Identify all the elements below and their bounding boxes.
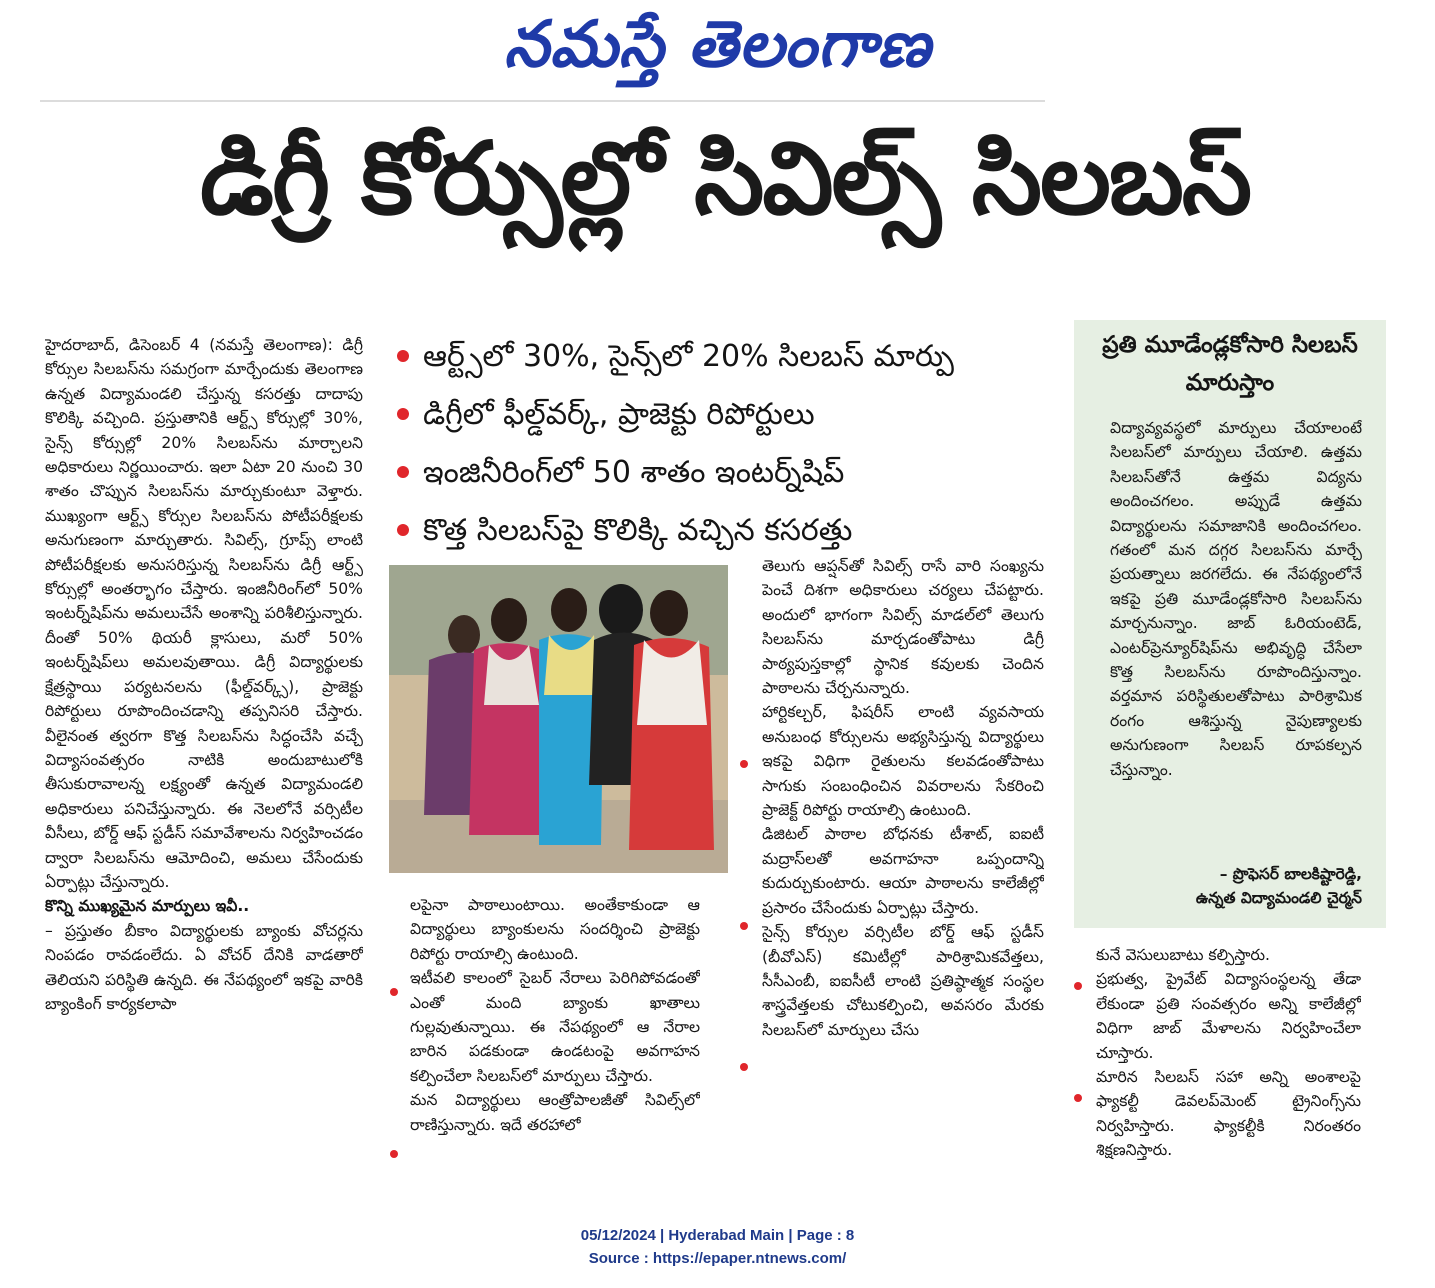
- signature-title: ఉన్నత విద్యామండలి చైర్మన్‌: [1195, 889, 1362, 908]
- footer-date-edition: 05/12/2024 | Hyderabad Main | Page : 8: [580, 1227, 855, 1244]
- article-body: హైదరాబాద్‌, డిసెంబర్‌ 4 (నమస్తే తెలంగాణ): డిగ్రీ కోర్సుల సిలబస్‌ను సమగ్రంగా మార్చేందుకు తెలంగాణ ఉన్నత విద్యామండలి చేస్తున్న కసరత్తు దాదాపు కొలిక్కి వచ్చింది. ప్రస్తుతానికి ఆర్ట్స్‌ కోర్సుల్లో 30%, సైన్స్‌ కోర్సుల్లో 20% సిలబస్‌ను మార్చాలని అధికారులు నిర్ణయించారు. ఇలా ఏటా 20 నుంచి 30 శాతం చొప్పున సిలబస్‌ను మార్చుకుంటూ వెళ్తారు. ముఖ్యంగా ఆర్ట్స్‌ కోర్సుల సిలబస్‌ను పోటీపరీక్షలకు అనుగుణంగా మార్చుతారు. సివిల్స్‌, గ్రూప్స్‌ లాంటి పోటీపరీక్షలకు అనుసరిస్తున్న సిలబస్‌ను డిగ్రీ ఆర్ట్స్‌ కోర్సుల్లో అంతర్భాగం చేస్తారు. ఇంజినీరింగ్‌లో 50% ఇంటర్న్‌షిప్‌ను అమలుచేసే అంశాన్ని పరిశీలిస్తున్నారు. దీంతో 50% థియరీ క్లాసులు, మరో 50% ఇంటర్న్‌షిప్‌లు అమలవుతాయి. డిగ్రీ విద్యార్థులకు క్షేత్రస్థాయి పర్యటనలను (ఫీల్డ్‌వర్క్స్‌), ప్రాజెక్టు రిపోర్టులు రూపొందించడాన్ని తప్పనిసరి చేస్తారు. వీలైనంత త్వరగా కొత్త సిలబస్‌ను సిద్ధంచేసి వచ్చే విద్యాసంవత్సరం నాటికి అందుబాటులోకి తీసుకురావాలన్న లక్ష్యంతో ఉన్నత విద్యామండలి అధికారులు పనిచేస్తున్నారు. ఈ నెలలోనే వర్సిటీల వీసీలు, బోర్డ్‌ ఆఫ్‌ స్టడీస్‌ సమావేశాలను నిర్వహించడం ద్వారా సిలబస్‌ను ఆమోదించి, అమలు చేసేందుకు ఏర్పాట్లు చేస్తున్నారు.: [45, 336, 363, 891]
- highlight-item: కొత్త సిలబస్‌పై కొలిక్కి వచ్చిన కసరత్తు: [395, 502, 1055, 560]
- article-body: తెలుగు ఆప్షన్‌తో సివిల్స్‌ రాసే వారి సంఖ్యను పెంచే దిశగా అధికారులు చర్యలు చేపట్టారు. అందులో భాగంగా సివిల్స్‌ మాడల్‌లో తెలుగు సిలబస్‌ను మార్చడంతోపాటు డిగ్రీ పాఠ్యపుస్తకాల్లో స్థానిక కవులకు చెందిన పాఠాలను చేర్చనున్నారు.: [762, 557, 1044, 698]
- list-item: డిజిటల్‌ పాఠాల బోధనకు టీశాట్‌, ఐఐటీ మద్రాస్‌లతో అవగాహనా ఒప్పందాన్ని కుదుర్చుకుంటారు. ఆయా పాఠాలను కాలేజీల్లో ప్రసారం చేసేందుకు ఏర్పాట్లు చేస్తారు.: [762, 825, 1044, 917]
- photo-illustration: [389, 565, 728, 873]
- list-item: మన విద్యార్థులు ఆంత్రోపాలజీతో సివిల్స్‌లో రాణిస్తున్నారు. ఇదే తరహాలో: [410, 1091, 700, 1134]
- bullet-icon: [397, 350, 409, 362]
- quote-title: ప్రతి మూడేండ్లకోసారి సిలబస్‌ మారుస్తాం: [1102, 332, 1358, 396]
- highlight-item: ఆర్ట్స్‌లో 30%, సైన్స్‌లో 20% సిలబస్‌ మార్పు: [395, 328, 1055, 386]
- bullet-icon: [390, 988, 398, 996]
- bullet-icon: [740, 922, 748, 930]
- bullet-icon: [397, 524, 409, 536]
- list-item: సైన్స్‌ కోర్సుల వర్సిటీల బోర్డ్‌ ఆఫ్‌ స్టడీస్‌ (బీవోఎస్‌) కమిటీల్లో పారిశ్రామికవేత్తలు, సీసీఎంబీ, ఐఐసీటీ లాంటి ప్రతిష్ఠాత్మక సంస్థల శాస్త్రవేత్తలకు చోటుకల్పించి, అవసరం మేరకు సిలబస్‌లో మార్పులు చేసు: [762, 923, 1044, 1039]
- article-body: కునే వెసులుబాటు కల్పిస్తారు.: [1096, 946, 1271, 964]
- section-subhead: కొన్ని ముఖ్యమైన మార్పులు ఇవీ..: [45, 897, 250, 916]
- highlight-item: డిగ్రీలో ఫీల్డ్‌వర్క్‌, ప్రాజెక్టు రిపోర్టులు: [395, 386, 1055, 444]
- bullet-icon: [1074, 982, 1082, 990]
- bullet-icon: [397, 466, 409, 478]
- quote-signature: [1110, 862, 1362, 911]
- signature-name: – ప్రొఫెసర్‌ బాలకిష్టారెడ్డి,: [1219, 865, 1362, 883]
- quote-text: విద్యావ్యవస్థలో మార్పులు చేయాలంటే సిలబస్‌లో మార్పులు చేయాలి. ఉత్తమ సిలబస్‌తోనే ఉత్తమ విద్యను అందించగలం. అప్పుడే ఉత్తమ విద్యార్థులను సమాజానికి అందించగలం. గతంలో మన దగ్గర సిలబస్‌ను మార్చే ప్రయత్నాలు జరగలేదు. ఈ నేపథ్యంలోనే ఇకపై ప్రతి మూడేండ్లకోసారి సిలబస్‌ను మార్చనున్నాం. జాబ్‌ ఓరియంటెడ్‌, ఎంటర్‌ప్రెన్యూర్‌షిప్‌ను అభివృద్ధి చేసేలా కొత్త సిలబస్‌ను రూపొందిస్తున్నాం. వర్తమాన పరిస్థితులతోపాటు పారిశ్రామిక రంగం ఆశిస్తున్న నైపుణ్యాలకు అనుగుణంగా సిలబస్‌ రూపకల్పన చేస్తున్నాం.: [1110, 419, 1362, 779]
- bullet-icon: [1074, 1094, 1082, 1102]
- article-body: – ప్రస్తుతం బీకాం విద్యార్థులకు బ్యాంకు వోచర్లను నింపడం రావడంలేదు. ఏ వోచర్‌ దేనికి వాడతారో తెలియని పరిస్థితి ఉన్నది. ఈ నేపథ్యంలో ఇకపై వారికి బ్యాంకింగ్‌ కార్యకలాపా: [45, 921, 363, 1013]
- footer-source: Source : https://epaper.ntnews.com/: [588, 1250, 847, 1267]
- headline: డిగ్రీ కోర్సుల్లో సివిల్స్‌ సిలబస్‌: [199, 120, 1251, 237]
- quote-body: [1110, 416, 1362, 856]
- list-item: మారిన సిలబస్‌ సహా అన్ని అంశాలపై ఫ్యాకల్టీ డెవలప్‌మెంట్‌ ట్రైనింగ్స్‌ను నిర్వహిస్తారు. ఫ్యాకల్టీకి నిరంతరం శిక్షణనిస్తారు.: [1096, 1068, 1361, 1160]
- list-item: ప్రభుత్వ, ప్రైవేట్‌ విద్యాసంస్థలన్న తేడా లేకుండా ప్రతి సంవత్సరం అన్ని కాలేజీల్లో విధిగా జాబ్‌ మేళాలను నిర్వహించేలా చూస్తారు.: [1096, 970, 1361, 1062]
- highlight-item: ఇంజినీరింగ్‌లో 50 శాతం ఇంటర్న్‌షిప్‌: [395, 444, 1055, 502]
- students-photo: [389, 565, 728, 873]
- article-column-1: [45, 333, 363, 1193]
- list-item: హార్టికల్చర్‌, ఫిషరీస్‌ లాంటి వ్యవసాయ అనుబంధ కోర్సులను అభ్యసిస్తున్న విద్యార్థులు ఇకపై విధిగా రైతులను కలవడంతోపాటు సాగుకు సంబంధించిన వివరాలను సేకరించి ప్రాజెక్ట్‌ రిపోర్టు రాయాల్సి ఉంటుంది.: [762, 703, 1044, 820]
- bullet-icon: [740, 760, 748, 768]
- bullet-icon: [390, 1150, 398, 1158]
- bullet-icon: [740, 1063, 748, 1071]
- masthead-logo: నమస్తే తెలంగాణ: [503, 8, 932, 82]
- bullet-icon: [397, 408, 409, 420]
- article-column-4: [1096, 943, 1361, 1193]
- article-column-3: [762, 554, 1044, 1194]
- article-body: లపైనా పాఠాలుంటాయి. అంతేకాకుండా ఆ విద్యార్థులు బ్యాంకులను సందర్శించి ప్రాజెక్టు రిపోర్టు రాయాల్సి ఉంటుంది.: [410, 896, 700, 963]
- list-item: ఇటీవలి కాలంలో సైబర్‌ నేరాలు పెరిగిపోవడంతో ఎంతో మంది బ్యాంకు ఖాతాలు గుల్లవుతున్నాయి. ఈ నేపథ్యంలో ఆ నేరాల బారిన పడకుండా ఉండటంపై అవగాహన కల్పించేలా సిలబస్‌లో మార్పులు చేస్తారు.: [410, 969, 700, 1085]
- divider: [40, 100, 1045, 102]
- page-footer: [0, 1224, 1435, 1270]
- article-column-2: [410, 893, 700, 1193]
- highlights-list: [395, 328, 1055, 560]
